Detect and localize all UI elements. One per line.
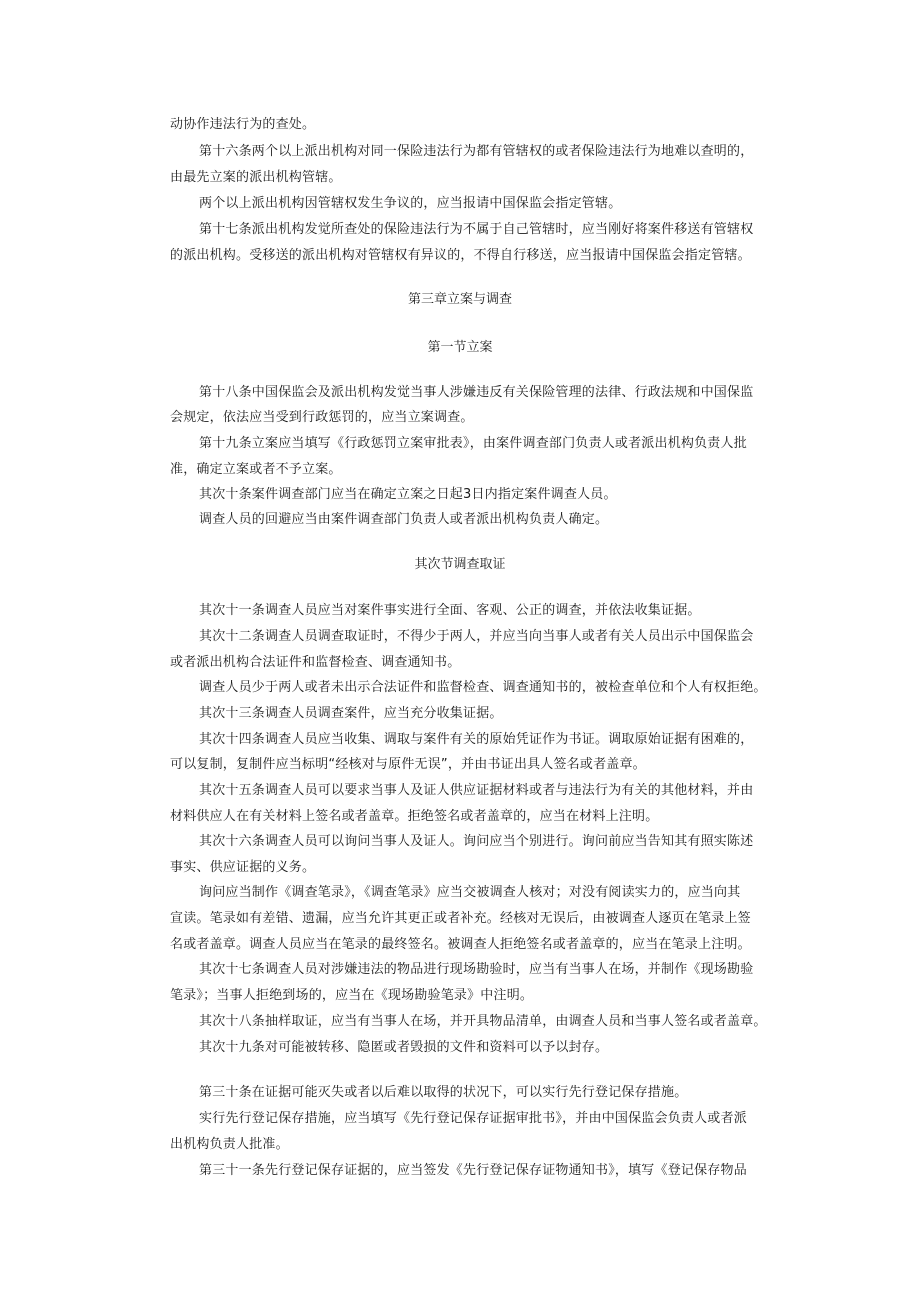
paragraph-line: 实行先行登记保存措施，应当填写《先行登记保存证据审批书》，并由中国保监会负责人或者派 [199, 1111, 747, 1126]
paragraph-line: 其次十三条调查人员调查案件，应当充分收集证据。 [199, 706, 503, 721]
paragraph-line: 其次十九条对可能被转移、隐匿或者毁损的文件和资料可以予以封存。 [199, 1040, 609, 1055]
paragraph-line: 其次十五条调查人员可以要求当事人及证人供应证据材料或者与违法行为有关的其他材料，并由 [199, 783, 754, 798]
paragraph-line: 第三十条在证据可能灭失或者以后难以取得的状况下，可以实行先行登记保存措施。 [199, 1085, 688, 1100]
paragraph-line: 其次十条案件调查部门应当在确定立案之日起3日内指定案件调查人员。 [199, 487, 617, 502]
paragraph-line: 由最先立案的派出机构管辖。 [170, 170, 342, 185]
paragraph-line: 其次十二条调查人员调查取证时，不得少于两人，并应当向当事人或者有关人员出示中国保监会 [199, 629, 754, 644]
section-heading: 其次节调查取证 [414, 557, 506, 572]
paragraph-line: 出机构负责人批准。 [170, 1137, 289, 1152]
paragraph-line: 的派出机构。受移送的派出机构对管辖权有异议的，不得自行移送，应当报请中国保监会指定管辖。 [170, 248, 751, 263]
paragraph-line: 其次十一条调查人员应当对案件事实进行全面、客观、公正的调查，并依法收集证据。 [199, 603, 701, 618]
paragraph-line: 笔录》；当事人拒绝到场的，应当在《现场勘验笔录》中注明。 [170, 988, 534, 1003]
paragraph-line: 询问应当制作《调查笔录》，《调查笔录》应当交被调查人核对；对没有阅读实力的，应当向其 [199, 885, 741, 900]
paragraph-line: 材料供应人在有关材料上签名或者盖章。拒绝签名或者盖章的，应当在材料上注明。 [170, 809, 659, 824]
paragraph-line: 事实、供应证据的义务。 [170, 860, 316, 875]
chapter-heading: 第三章立案与调查 [407, 292, 512, 307]
paragraph-line: 第三十一条先行登记保存证据的，应当签发《先行登记保存证物通知书》，填写《登记保存物品 [199, 1163, 747, 1178]
paragraph-line: 名或者盖章。调查人员应当在笔录的最终签名。被调查人拒绝签名或者盖章的，应当在笔录上注明。 [170, 937, 751, 952]
paragraph-line: 可以复制，复制件应当标明“经核对与原件无误”，并由书证出具人签名或者盖章。 [170, 757, 646, 772]
paragraph-line: 或者派出机构合法证件和监督检查、调查通知书。 [170, 655, 461, 670]
paragraph-line: 会规定，依法应当受到行政惩罚的，应当立案调查。 [170, 410, 474, 425]
paragraph-line: 准，确定立案或者不予立案。 [170, 462, 342, 477]
paragraph-line: 第十六条两个以上派出机构对同一保险违法行为都有管辖权的或者保险违法行为地难以查明的， [199, 144, 754, 159]
paragraph-line: 第十八条中国保监会及派出机构发觉当事人涉嫌违反有关保险管理的法律、行政法规和中国保监 [199, 385, 754, 400]
paragraph-line: 调查人员少于两人或者未出示合法证件和监督检查、调查通知书的，被检查单位和个人有权拒绝。 [199, 680, 767, 695]
paragraph-line: 其次十六条调查人员可以询问当事人及证人。询问应当个别进行。询问前应当告知其有照实陈述 [199, 834, 754, 849]
paragraph-line: 宣读。笔录如有差错、遗漏，应当允许其更正或者补充。经核对无误后，由被调查人逐页在笔录上签 [170, 911, 751, 926]
paragraph-line: 调查人员的回避应当由案件调查部门负责人或者派出机构负责人确定。 [199, 512, 609, 527]
paragraph-line: 第十九条立案应当填写《行政惩罚立案审批表》，由案件调查部门负责人或者派出机构负责人批 [199, 436, 747, 451]
paragraph-line: 两个以上派出机构因管辖权发生争议的，应当报请中国保监会指定管辖。 [199, 196, 622, 211]
paragraph-line: 动协作违法行为的查处。 [170, 117, 316, 132]
paragraph-line: 第十七条派出机构发觉所查处的保险违法行为不属于自己管辖时，应当刚好将案件移送有管辖权 [199, 222, 754, 237]
paragraph-line: 其次十四条调查人员应当收集、调取与案件有关的原始凭证作为书证。调取原始证据有困难的， [199, 732, 754, 747]
section-heading: 第一节立案 [427, 340, 493, 355]
paragraph-line: 其次十七条调查人员对涉嫌违法的物品进行现场勘验时，应当有当事人在场，并制作《现场勘验 [199, 962, 754, 977]
paragraph-line: 其次十八条抽样取证，应当有当事人在场，并开具物品清单，由调查人员和当事人签名或者盖章。 [199, 1014, 767, 1029]
